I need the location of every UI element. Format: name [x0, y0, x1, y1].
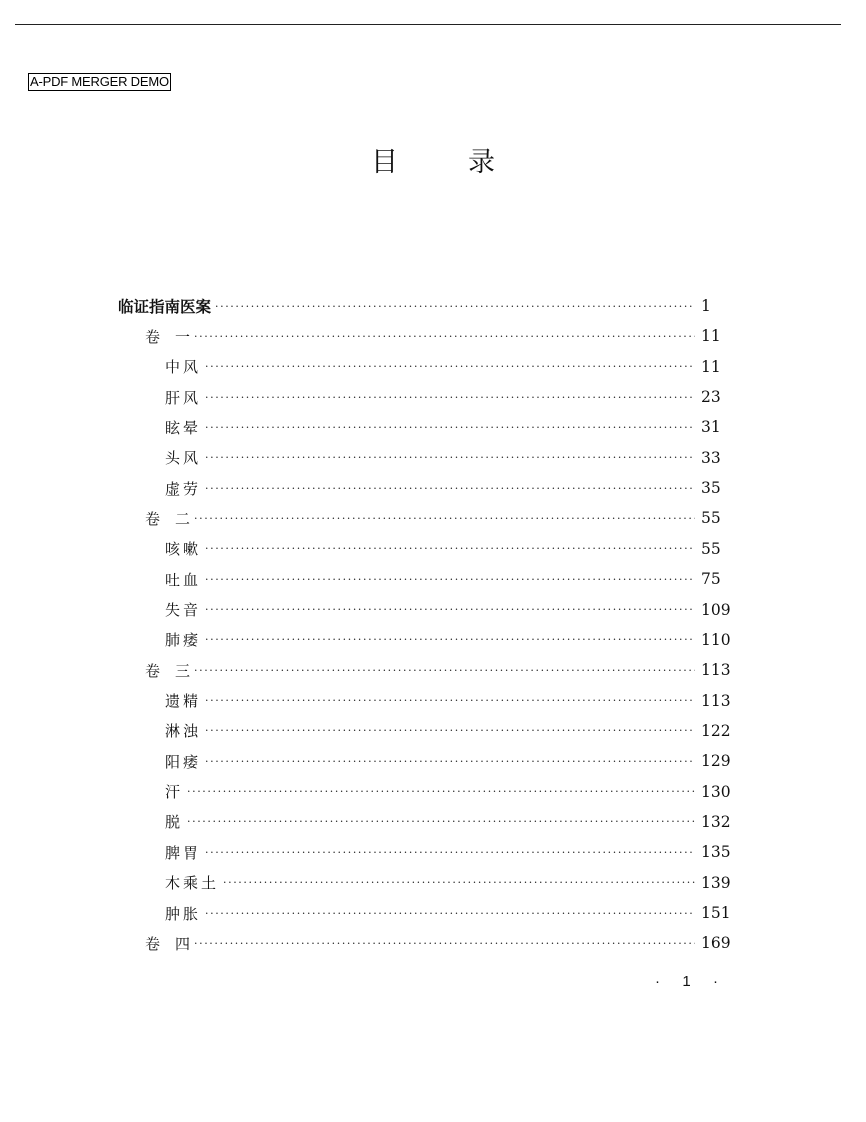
toc-entry-page: 110: [701, 630, 731, 649]
toc-entry-label: 卷 四: [145, 934, 191, 953]
toc-entry[interactable]: [145, 658, 735, 682]
toc-entry[interactable]: [165, 598, 735, 622]
toc-entry-label: 脾胃: [165, 843, 202, 862]
watermark-label: A-PDF MERGER DEMO: [30, 74, 169, 89]
toc-entry-label: 虚劳: [165, 479, 202, 498]
toc-entry-page: 11: [701, 327, 721, 346]
toc-entry[interactable]: [165, 476, 735, 500]
toc-entry-label: 卷 二: [145, 509, 191, 528]
toc-entry[interactable]: [165, 901, 735, 925]
toc-leader-dots: [194, 937, 695, 950]
toc-entry-label: 阳痿: [165, 752, 202, 771]
toc-entry-label: 卷 一: [145, 327, 191, 346]
toc-entry-page: 113: [701, 661, 731, 680]
toc-entry-label: 遗精: [165, 692, 202, 711]
toc-entry[interactable]: [165, 385, 735, 409]
toc-entry[interactable]: [165, 810, 735, 834]
toc-entry-page: 55: [701, 539, 721, 558]
toc-leader-dots: [205, 603, 695, 616]
toc-entry-page: 1: [701, 297, 711, 315]
toc-entry[interactable]: [145, 506, 735, 530]
toc-leader-dots: [205, 755, 695, 768]
toc-leader-dots: [205, 482, 695, 495]
toc-leader-dots: [205, 907, 695, 920]
toc-leader-dots: [215, 300, 695, 313]
toc-entry-page: 169: [701, 934, 731, 953]
toc-entry-page: 122: [701, 721, 731, 740]
toc-entry-label: 木乘土: [165, 874, 220, 893]
toc-leader-dots: [205, 421, 695, 434]
toc-entry-page: 151: [701, 904, 731, 922]
toc-entry-page: 132: [701, 812, 731, 831]
page-footer: [655, 973, 718, 990]
toc-leader-dots: [187, 815, 695, 828]
toc-leader-dots: [205, 694, 695, 707]
toc-leader-dots: [205, 391, 695, 404]
toc-leader-dots: [194, 330, 695, 343]
toc-entry-page: 33: [701, 448, 721, 467]
toc-entry-page: 113: [701, 691, 731, 710]
toc-entry[interactable]: [165, 871, 735, 895]
toc-entry-page: 35: [701, 479, 721, 498]
toc-entry-label: 肺痿: [165, 631, 202, 650]
toc-entry-label: 脱: [165, 813, 184, 832]
toc-entry-label: 头风: [165, 449, 202, 468]
toc-entry[interactable]: [165, 628, 735, 652]
footer-page-number: 1: [682, 973, 691, 990]
toc-entry-page: 139: [701, 873, 731, 892]
top-rule: [15, 24, 841, 25]
toc-entry-page: 129: [701, 752, 731, 771]
toc-leader-dots: [187, 785, 695, 798]
footer-bullet-right: ·: [713, 973, 719, 990]
toc-entry-label: 汗: [165, 783, 184, 802]
toc-entry-label: 肿胀: [165, 904, 202, 923]
title-char-1: 目: [371, 147, 398, 178]
toc-leader-dots: [194, 664, 695, 677]
toc-entry[interactable]: [165, 689, 735, 713]
toc-leader-dots: [205, 633, 695, 646]
toc-entry[interactable]: [165, 719, 735, 743]
toc-entry[interactable]: [165, 537, 735, 561]
toc-entry-page: 135: [701, 843, 731, 862]
toc-entry-page: 130: [701, 782, 731, 801]
toc-leader-dots: [205, 360, 695, 373]
toc-entry[interactable]: [165, 567, 735, 591]
toc-entry[interactable]: [165, 780, 735, 804]
toc-entry-label: 失音: [165, 601, 202, 619]
toc-entry-label: 吐血: [165, 570, 202, 589]
toc-entry[interactable]: [165, 415, 735, 439]
footer-bullet-left: ·: [655, 973, 660, 990]
toc-entry-page: 109: [701, 600, 731, 619]
toc-entry[interactable]: [165, 840, 735, 864]
toc-entry[interactable]: [165, 355, 735, 379]
toc-leader-dots: [205, 724, 695, 737]
toc-entry[interactable]: [145, 324, 735, 348]
toc-entry-label: 淋浊: [165, 722, 202, 741]
toc-entry[interactable]: [165, 749, 735, 773]
title-char-2: 录: [468, 147, 495, 178]
toc-entry-page: 75: [701, 570, 721, 589]
toc-leader-dots: [223, 876, 695, 889]
toc-entry-label: 眩晕: [165, 418, 202, 437]
toc-entry[interactable]: [165, 446, 735, 470]
toc-leader-dots: [205, 573, 695, 586]
toc-entry-label: 咳嗽: [165, 540, 202, 559]
toc-leader-dots: [205, 542, 695, 555]
toc-entry-page: 11: [701, 357, 721, 376]
toc-entry-label: 肝风: [165, 388, 202, 407]
page-title: [0, 140, 866, 179]
toc-leader-dots: [194, 512, 695, 525]
toc-leader-dots: [205, 451, 695, 464]
toc-entry-label: 临证指南医案: [118, 298, 212, 316]
toc-entry[interactable]: [145, 931, 735, 955]
toc-entry-label: 中风: [165, 358, 202, 377]
toc-entry-page: 55: [701, 509, 721, 528]
toc-entry[interactable]: [118, 294, 735, 318]
toc-entry-page: 31: [701, 418, 721, 437]
toc-entry-label: 卷 三: [145, 661, 191, 680]
toc-entry-page: 23: [701, 388, 721, 407]
toc-leader-dots: [205, 846, 695, 859]
